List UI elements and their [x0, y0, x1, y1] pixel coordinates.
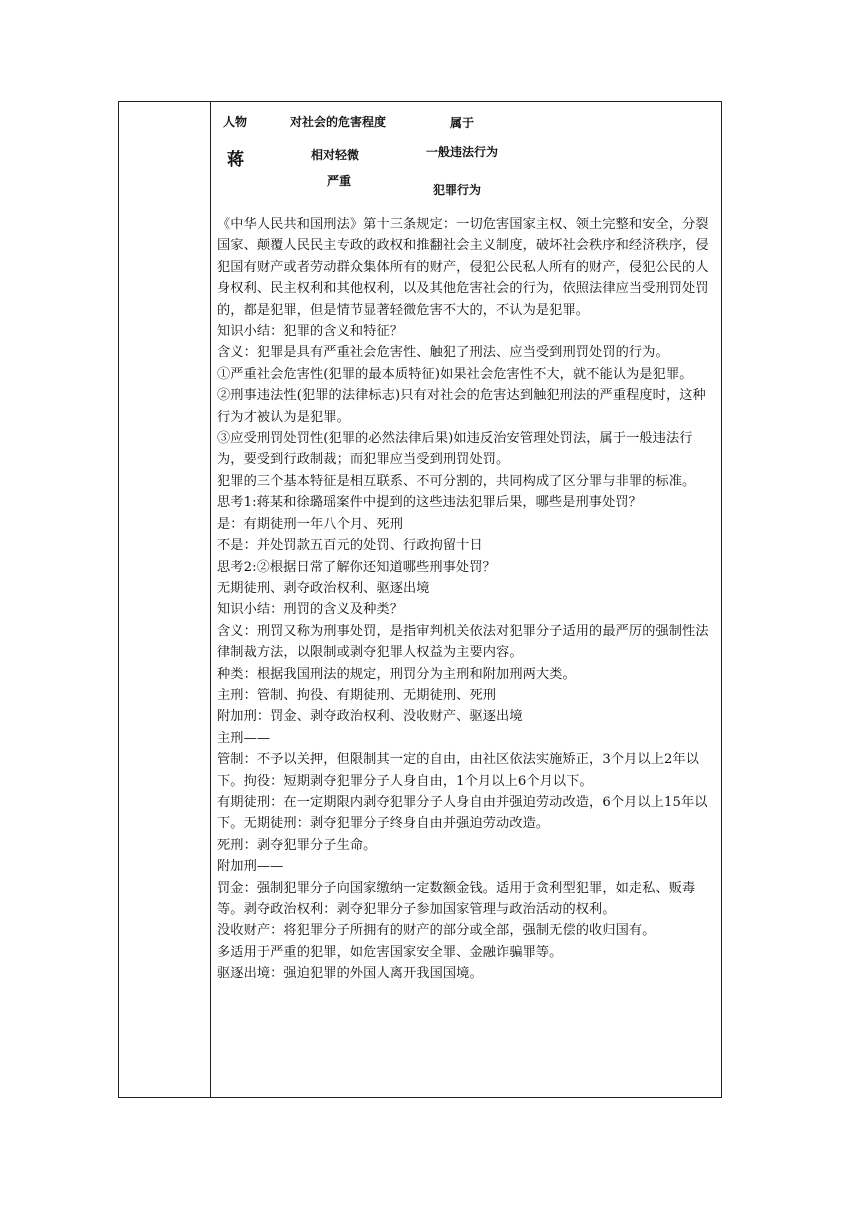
diagram-belongs-crime: 犯罪行为	[433, 183, 482, 197]
penalty-types: 种类：根据我国刑法的规定，刑罚分为主刑和附加刑两大类。	[217, 666, 576, 682]
diagram-harm-serious: 严重	[327, 174, 352, 188]
fine-and-deprivation: 罚金：强制犯罪分子向国家缴纳一定数额金钱。适用于贪利型犯罪，如走私、贩毒等。剥夺政治权利：剥夺犯罪分子参加国家管理与政治活动的权利。	[217, 880, 696, 917]
death-penalty: 死刑：剥夺犯罪分子生命。	[217, 837, 377, 853]
control-and-detention: 管制：不予以关押，但限制其一定的自由，由社区依法实施矫正，3个月以上2年以下。拘役：短期剥夺犯罪分子人身自由，1个月以上6个月以下。	[217, 752, 700, 789]
question-1: 思考1:蒋某和徐璐瑶案件中提到的这些违法犯罪后果，哪些是刑事处罚？	[217, 495, 642, 511]
supplementary-penalties: 附加刑：罚金、剥夺政治权利、没收财产、驱逐出境	[217, 709, 523, 725]
question-2: 思考2:②根据日常了解你还知道哪些刑事处罚？	[217, 559, 496, 575]
answer-1-yes: 是：有期徒刑一年八个月、死刑	[217, 516, 404, 532]
principal-heading: 主刑——	[217, 730, 271, 746]
column-divider	[210, 102, 211, 1097]
crime-feature-3: ③应受刑罚处罚性(犯罪的必然法律后果)如违反治安管理处罚法，属于一般违法行为，要受到行政制裁；而犯罪应当受到刑罚处罚。	[217, 431, 693, 468]
diagram-person-name: 蒋	[227, 150, 244, 170]
law-article-13: 《中华人民共和国刑法》第十三条规定：一切危害国家主权、领土完整和安全，分裂国家、颠覆人民民主专政的政权和推翻社会主义制度，破坏社会秩序和经济秩序，侵犯国有财产或者劳动群众集体所有的财产，侵犯公民私人所有的财产，侵犯公民的人身权利、民主权利和其他权利，以及其他危害社会的行为，依照法律应当受刑罚处罚的，都是犯罪，但是情节显著轻微危害不大的，不认为是犯罪。	[217, 217, 709, 318]
diagram-harm-minor: 相对轻微	[311, 148, 360, 162]
harm-classification-diagram	[0, 0, 860, 210]
principal-penalties: 主刑：管制、拘役、有期徒刑、无期徒刑、死刑	[217, 687, 497, 703]
answer-1-no: 不是：并处罚款五百元的处罚、行政拘留十日	[217, 538, 483, 554]
diagram-belongs-general: 一般违法行为	[426, 145, 499, 159]
crime-feature-2: ②刑事违法性(犯罪的法律标志)只有对社会的危害达到触犯刑法的严重程度时，这种行为才被认为是犯罪。	[217, 388, 706, 425]
diagram-header-belongs: 属于	[450, 116, 475, 130]
confiscation: 没收财产：将犯罪分子所拥有的财产的部分或全部，强制无偿的收归国有。	[217, 923, 656, 939]
answer-2: 无期徒刑、剥夺政治权利、驱逐出境	[217, 580, 430, 596]
penalty-definition: 含义：刑罚又称为刑事处罚，是指审判机关依法对犯罪分子适用的最严厉的强制性法律制裁方法，以限制或剥夺犯罪人权益为主要内容。	[217, 623, 709, 661]
diagram-header-harm: 对社会的危害程度	[290, 115, 387, 129]
confiscation-scope: 多适用于严重的犯罪，如危害国家安全罪、金融诈骗罪等。	[217, 944, 563, 960]
supplementary-heading: 附加刑——	[217, 859, 284, 875]
summary-penalty-heading: 知识小结：刑罚的含义及种类？	[217, 602, 404, 618]
lesson-content	[217, 214, 717, 985]
crime-features-relation: 犯罪的三个基本特征是相互联系、不可分割的，共同构成了区分罪与非罪的标准。	[217, 473, 696, 489]
deportation: 驱逐出境：强迫犯罪的外国人离开我国国境。	[217, 966, 483, 982]
diagram-header-person: 人物	[223, 115, 248, 129]
fixed-and-life-imprisonment: 有期徒刑：在一定期限内剥夺犯罪分子人身自由并强迫劳动改造，6个月以上15年以下。无期徒刑：剥夺犯罪分子终身自由并强迫劳动改造。	[217, 794, 708, 832]
crime-feature-1: ①严重社会危害性(犯罪的最本质特征)如果社会危害性不大，就不能认为是犯罪。	[217, 366, 693, 382]
summary-crime-heading: 知识小结：犯罪的含义和特征？	[217, 324, 404, 340]
crime-definition: 含义：犯罪是具有严重社会危害性、触犯了刑法、应当受到刑罚处罚的行为。	[217, 345, 669, 361]
